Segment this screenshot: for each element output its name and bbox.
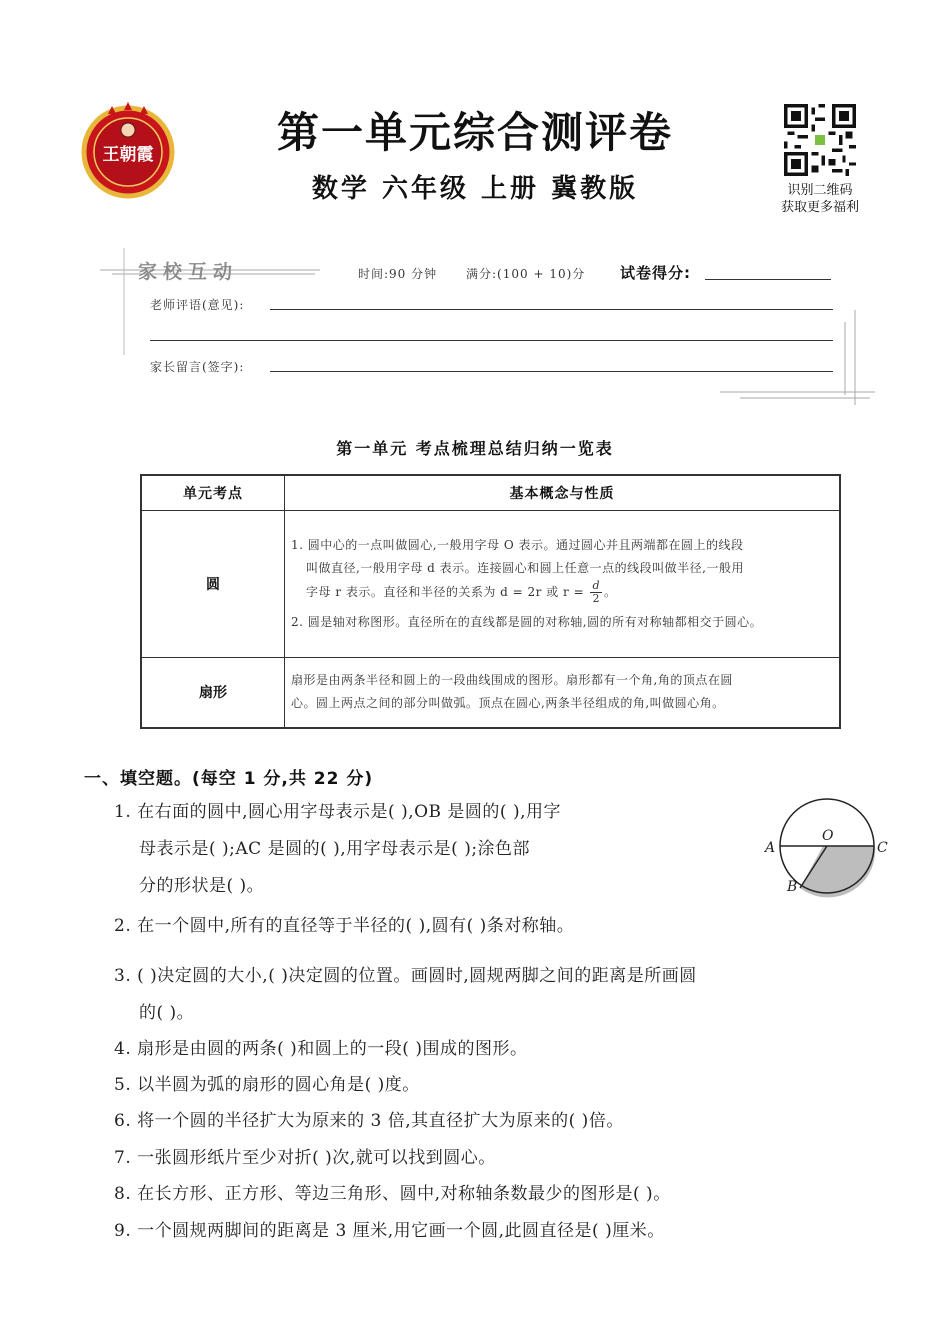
- teacher-comment-line-2[interactable]: [150, 340, 833, 341]
- question-7: 7. 一张圆形纸片至少对折( )次,就可以找到圆心。: [114, 1148, 496, 1168]
- circle-line-4: 2. 圆是轴对称图形。直径所在的直线都是圆的对称轴,圆的所有对称轴都相交于圆心。: [291, 615, 763, 629]
- label-o: O: [822, 828, 834, 844]
- topic-circle: 圆: [141, 511, 285, 658]
- topic-sector: 扇形: [141, 658, 285, 728]
- label-a: A: [765, 840, 776, 856]
- fraction-d-over-2: [590, 580, 602, 605]
- sector-line-1: 扇形是由两条半径和圆上的一段曲线围成的图形。扇形都有一个角,角的顶点在圆: [291, 673, 733, 688]
- page-title: 第一单元综合测评卷: [276, 108, 673, 157]
- part1-title: 一、填空题。(每空 1 分,共 22 分): [84, 769, 374, 789]
- table-row: [141, 658, 840, 728]
- qr-caption-line-1: 识别二维码: [787, 183, 853, 198]
- summary-table: [140, 474, 841, 729]
- question-1-line-2: 母表示是( );AC 是圆的( ),用字母表示是( );涂色部: [139, 839, 531, 859]
- question-1: [114, 794, 714, 905]
- qr-code-icon[interactable]: [784, 104, 856, 176]
- table-row: [141, 511, 840, 658]
- exam-full-score: 满分:(100 + 10)分: [466, 267, 586, 281]
- question-9: 9. 一个圆规两脚间的距离是 3 厘米,用它画一个圆,此圆直径是( )厘米。: [114, 1221, 665, 1241]
- qr-caption: [764, 182, 876, 216]
- question-3: [114, 958, 874, 1032]
- summary-title: 第一单元 考点梳理总结归纳一览表: [336, 439, 614, 458]
- teacher-comment-line-1[interactable]: [270, 309, 833, 310]
- exam-time: 时间:90 分钟: [358, 267, 438, 281]
- question-2: 2. 在一个圆中,所有的直径等于半径的( ),圆有( )条对称轴。: [114, 916, 575, 936]
- question-1-line-1: 1. 在右面的圆中,圆心用字母表示是( ),OB 是圆的( ),用字: [114, 802, 562, 822]
- question-4: 4. 扇形是由圆的两条( )和圆上的一段( )围成的图形。: [114, 1039, 528, 1059]
- circle-diagram: [760, 795, 890, 900]
- sector-content: [285, 658, 841, 728]
- fraction-denominator: 2: [592, 592, 600, 605]
- page-subtitle: 数学 六年级 上册 冀教版: [311, 174, 639, 204]
- logo-brand: 王朝霞: [102, 145, 154, 165]
- question-5: 5. 以半圆为弧的扇形的圆心角是( )度。: [114, 1075, 420, 1095]
- table-header-row: [141, 475, 840, 511]
- question-3-line-1: 3. ( )决定圆的大小,( )决定圆的位置。画圆时,圆规两脚之间的距离是所画圆: [114, 966, 697, 986]
- circle-line-1: 1. 圆中心的一点叫做圆心,一般用字母 O 表示。通过圆心并且两端都在圆上的线段: [291, 538, 744, 552]
- parent-comment-label: 家长留言(签字):: [150, 360, 245, 374]
- circle-line-3: [291, 580, 833, 605]
- circle-content: [285, 511, 841, 658]
- score-input-line[interactable]: [705, 279, 831, 280]
- fraction-numerator: d: [592, 579, 601, 592]
- question-6: 6. 将一个圆的半径扩大为原来的 3 倍,其直径扩大为原来的( )倍。: [114, 1111, 624, 1131]
- qr-caption-line-2: 获取更多福利: [780, 200, 859, 215]
- sector-line-2: 心。圆上两点之间的部分叫做弧。顶点在圆心,两条半径组成的角,叫做圆心角。: [291, 696, 725, 711]
- score-label: 试卷得分:: [620, 264, 691, 282]
- question-3-line-2: 的( )。: [139, 1003, 195, 1023]
- circle-line-3-text: 字母 r 表示。直径和半径的关系为 d = 2r 或 r =: [306, 585, 585, 599]
- header-concept: 基本概念与性质: [285, 475, 841, 511]
- question-1-line-3: 分的形状是( )。: [139, 876, 265, 896]
- teacher-comment-label: 老师评语(意见):: [150, 298, 245, 312]
- label-c: C: [877, 840, 888, 856]
- publisher-logo: [78, 100, 178, 200]
- home-school-badge: 家校互动: [138, 261, 239, 283]
- question-8: 8. 在长方形、正方形、等边三角形、圆中,对称轴条数最少的图形是( )。: [114, 1184, 671, 1204]
- label-b: B: [787, 879, 798, 895]
- circle-line-2: 叫做直径,一般用字母 d 表示。连接圆心和圆上任意一点的线段叫做半径,一般用: [306, 561, 744, 575]
- circle-line-3-end: 。: [604, 585, 617, 599]
- parent-comment-line[interactable]: [270, 371, 833, 372]
- header-topic: 单元考点: [141, 475, 285, 511]
